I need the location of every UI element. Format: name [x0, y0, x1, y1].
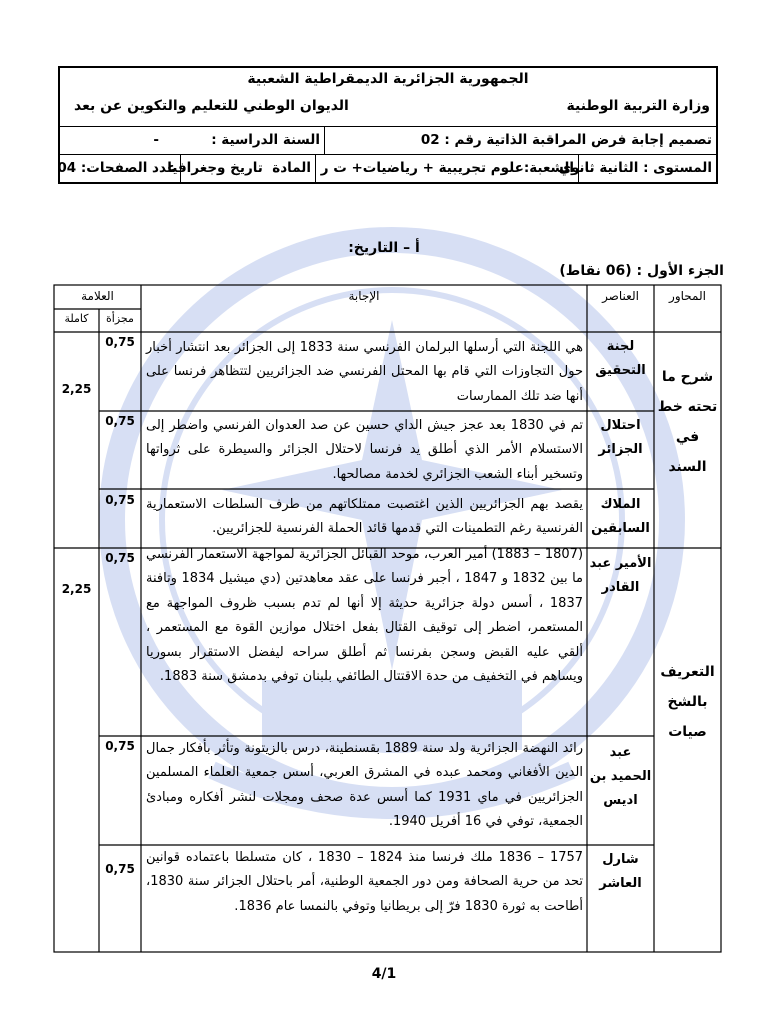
partial-mark: 0,75 — [105, 414, 135, 428]
pages-cell — [57, 154, 181, 182]
answer-text: 1757 – 1836 ملك فرنسا منذ 1824 – 1830 ، كان متسلطا باعتماده قوانين تحد من حرية الصحافة ومن دور الجمعية الوطنية، أمر باحتلال الجزائر سنة 1830، أطاحت به ثورة 1830 فرّ إلى بريطانيا وتوفي بالنمسا عام 1836. — [146, 850, 584, 914]
header-grade: العلامة — [81, 289, 114, 303]
ministry-name: وزارة التربية الوطنية — [566, 98, 710, 114]
stream-text: الشعبة:علوم تجريبية + رياضيات+ ت ر — [320, 160, 574, 176]
answer-text: يقصد بهم الجزائريين الذين اغتصبت ممتلكاتهم من طرف السلطات الاستعمارية الفرنسية رغم التطمينات التي قدمها قائد الحملة الفرنسية للجزائريين. — [146, 497, 583, 537]
partial-mark: 0,75 — [105, 739, 135, 753]
element-cell: لجنة التحقيق — [595, 339, 646, 378]
pages-label: عدد الصفحات: — [80, 160, 176, 176]
header-axes: المحاور — [669, 289, 706, 303]
level-cell — [558, 154, 716, 182]
part-title: الجزء الأول : (06 نقاط) — [559, 263, 724, 279]
answer-text: تم في 1830 بعد عجز جيش الداي حسين عن صد العدوان الفرنسي واضطر إلى الاستسلام الأمر الذي أطلق يد فرنسا لاحتلال الجزائر والسيطرة على ثرواتها وتسخير أبناء الشعب الجزائري لخدمة مصالحها. — [146, 418, 583, 482]
answer-text: (1807 – 1883) أمير العرب، موحد القبائل الجزائرية لمواجهة الاستعمار الفرنسي ما بين 1832 و 1847 ، أجبر فرنسا على عقد معاهدتين (دي ميشيل 1834 وتافنة 1837 ، أسس دولة جزائرية حديثة إلا أنها لم تدم بسبب ظروف المواجهة مع المستعمر، اضطر إلى توقيف القتال بفعل اختلال موازين القوة مع المستعمر ، ألقي عليه القبض وسجن بفرنسا ثم أطلق سراحه ليفضل الاستقرار بسوريا ويساهم في التخفيف من حدة الاقتتال الطائفي بلبنان توفي بدمشق سنة 1883. — [146, 547, 584, 685]
subject-cell — [167, 154, 316, 182]
school-year-cell — [60, 126, 325, 154]
answer-text: رائد النهضة الجزائرية ولد سنة 1889 بقسنطينة، درس بالزيتونة وتأثر بأفكار جمال الدين الأفغاني ومحمد عبده في المشرق العربي، أسس جمعية العلماء المسلمين الجزائريين في ماي 1931 كما أسس عدة صحف ومجلات لنشر أفكاره ومبادئ الجمعية، توفي في 16 أفريل 1940. — [146, 741, 583, 830]
header-elements: العناصر — [602, 289, 639, 303]
header-total: كاملة — [64, 312, 89, 325]
header-row-institution — [60, 68, 716, 127]
stream-cell — [316, 154, 579, 182]
subject-label: المادة — [272, 160, 311, 176]
level-text: المستوى : الثانية ثانوي — [558, 160, 712, 176]
partial-mark: 0,75 — [105, 335, 135, 349]
partial-mark: 0,75 — [105, 493, 135, 507]
exam-number: 02 — [420, 132, 440, 148]
partial-mark: 0,75 — [105, 862, 135, 876]
exam-title-cell — [321, 126, 716, 154]
office-name: الديوان الوطني للتعليم والتكوين عن بعد — [74, 98, 349, 114]
school-year-label: السنة الدراسية : — [211, 132, 320, 148]
element-cell: شارل العاشر — [599, 852, 642, 891]
pages-value: 04 — [57, 160, 77, 176]
header-partial: مجزأة — [106, 312, 134, 325]
partial-mark: 0,75 — [105, 551, 135, 565]
header-row-exam — [60, 126, 716, 155]
header-answer: الإجابة — [348, 289, 380, 303]
axis-cell: شرح ما تحته خط في السند — [657, 369, 718, 475]
school-year-value: - — [153, 132, 159, 148]
exam-title: تصميم إجابة فرض المراقبة الذاتية رقم : — [444, 132, 712, 148]
total-mark: 2,25 — [61, 382, 92, 396]
page-number: 4/1 — [371, 966, 397, 982]
axis-cell: التعريف بالشخ صيات — [660, 664, 715, 740]
element-cell: عبد الحميد بن اديس — [589, 745, 652, 808]
element-cell: احتلال الجزائر — [598, 418, 643, 457]
section-title: أ – التاريخ: — [348, 240, 420, 256]
subject-value: تاريخ وجغرافيا — [167, 160, 263, 176]
document-header — [58, 66, 718, 184]
answer-text: هي اللجنة التي أرسلها البرلمان الفرنسي سنة 1833 إلى الجزائر بعد انتشار أخبار حول التجاوزات التي قام بها المحتل الفرنسي ضد الجزائريين لتتظاهر فرنسا على أنها ضد تلك الممارسات — [146, 340, 583, 404]
header-row-details — [57, 154, 716, 182]
total-mark: 2,25 — [61, 582, 92, 596]
element-cell: الأمير عبد القادر — [589, 556, 652, 595]
republic-title: الجمهورية الجزائرية الديمقراطية الشعبية — [247, 71, 529, 87]
element-cell: الملاك السابقين — [591, 497, 650, 536]
